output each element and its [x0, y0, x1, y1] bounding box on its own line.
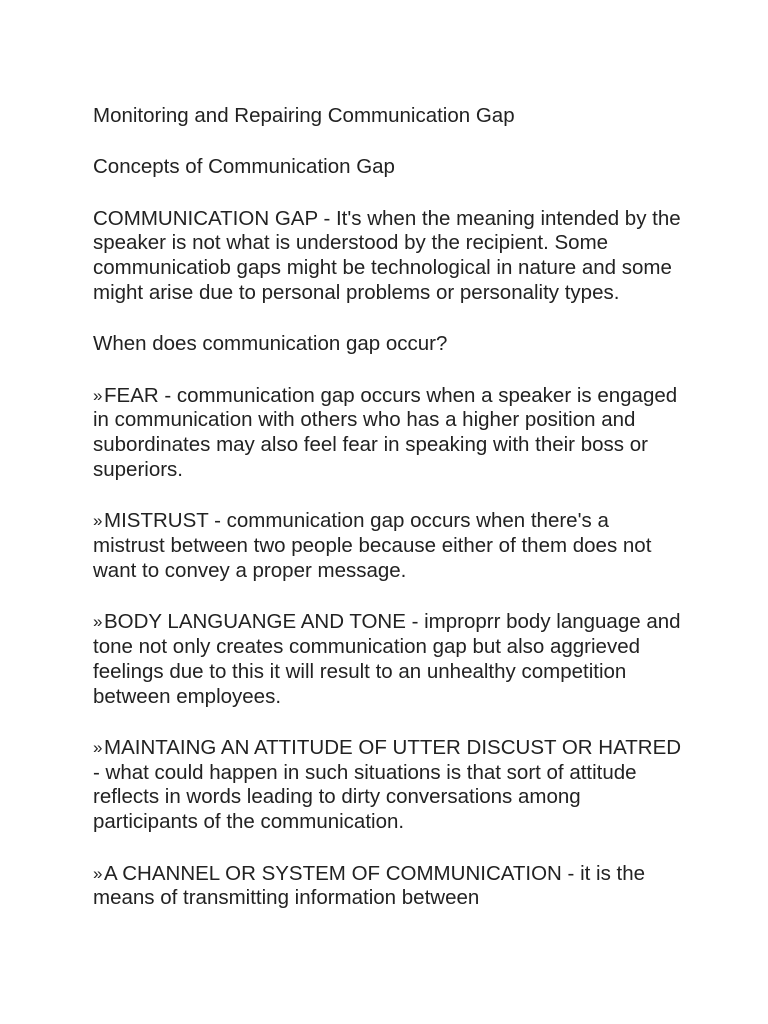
list-item-text: BODY LANGUANGE AND TONE - improprr body language and tone not only creates communication gap but also aggrieved feelings due to this it will result to an unhealthy competition between employees. — [93, 610, 681, 708]
question-paragraph: When does communication gap occur? — [93, 332, 448, 356]
list-item-text: A CHANNEL OR SYSTEM OF COMMUNICATION - it is the means of transmitting information between — [93, 861, 646, 910]
bullet-icon: » — [93, 612, 100, 632]
section-heading: Concepts of Communication Gap — [93, 155, 395, 179]
document-title: Monitoring and Repairing Communication Gap — [93, 104, 515, 127]
list-item-text: MISTRUST - communication gap occurs when there's a mistrust between two people because either of them does not want to convey a proper message. — [93, 509, 652, 582]
definition-paragraph: COMMUNICATION GAP - It's when the meaning intended by the speaker is not what is understood by the recipient. Some communicatiob gaps might be technological in nature and some might arise due to personal problems or personality types. — [93, 206, 681, 304]
list-item — [93, 862, 683, 912]
bullet-icon: » — [93, 385, 100, 405]
list-item — [93, 509, 683, 583]
list-item — [93, 610, 683, 709]
bullet-icon: » — [93, 863, 100, 883]
bullet-icon: » — [93, 511, 100, 531]
list-item-text: MAINTAING AN ATTITUDE OF UTTER DISCUST OR HATRED - what could happen in such situations is that sort of attitude reflects in words leading to dirty conversations among participants of the communication. — [93, 735, 682, 834]
list-item — [93, 736, 683, 835]
bullet-icon: » — [93, 737, 100, 757]
list-item — [93, 384, 683, 483]
document-body — [93, 104, 683, 938]
list-item-text: FEAR - communication gap occurs when a speaker is engaged in communication with others who has a higher position and subordinates may also feel fear in speaking with their boss or superiors. — [93, 383, 678, 481]
